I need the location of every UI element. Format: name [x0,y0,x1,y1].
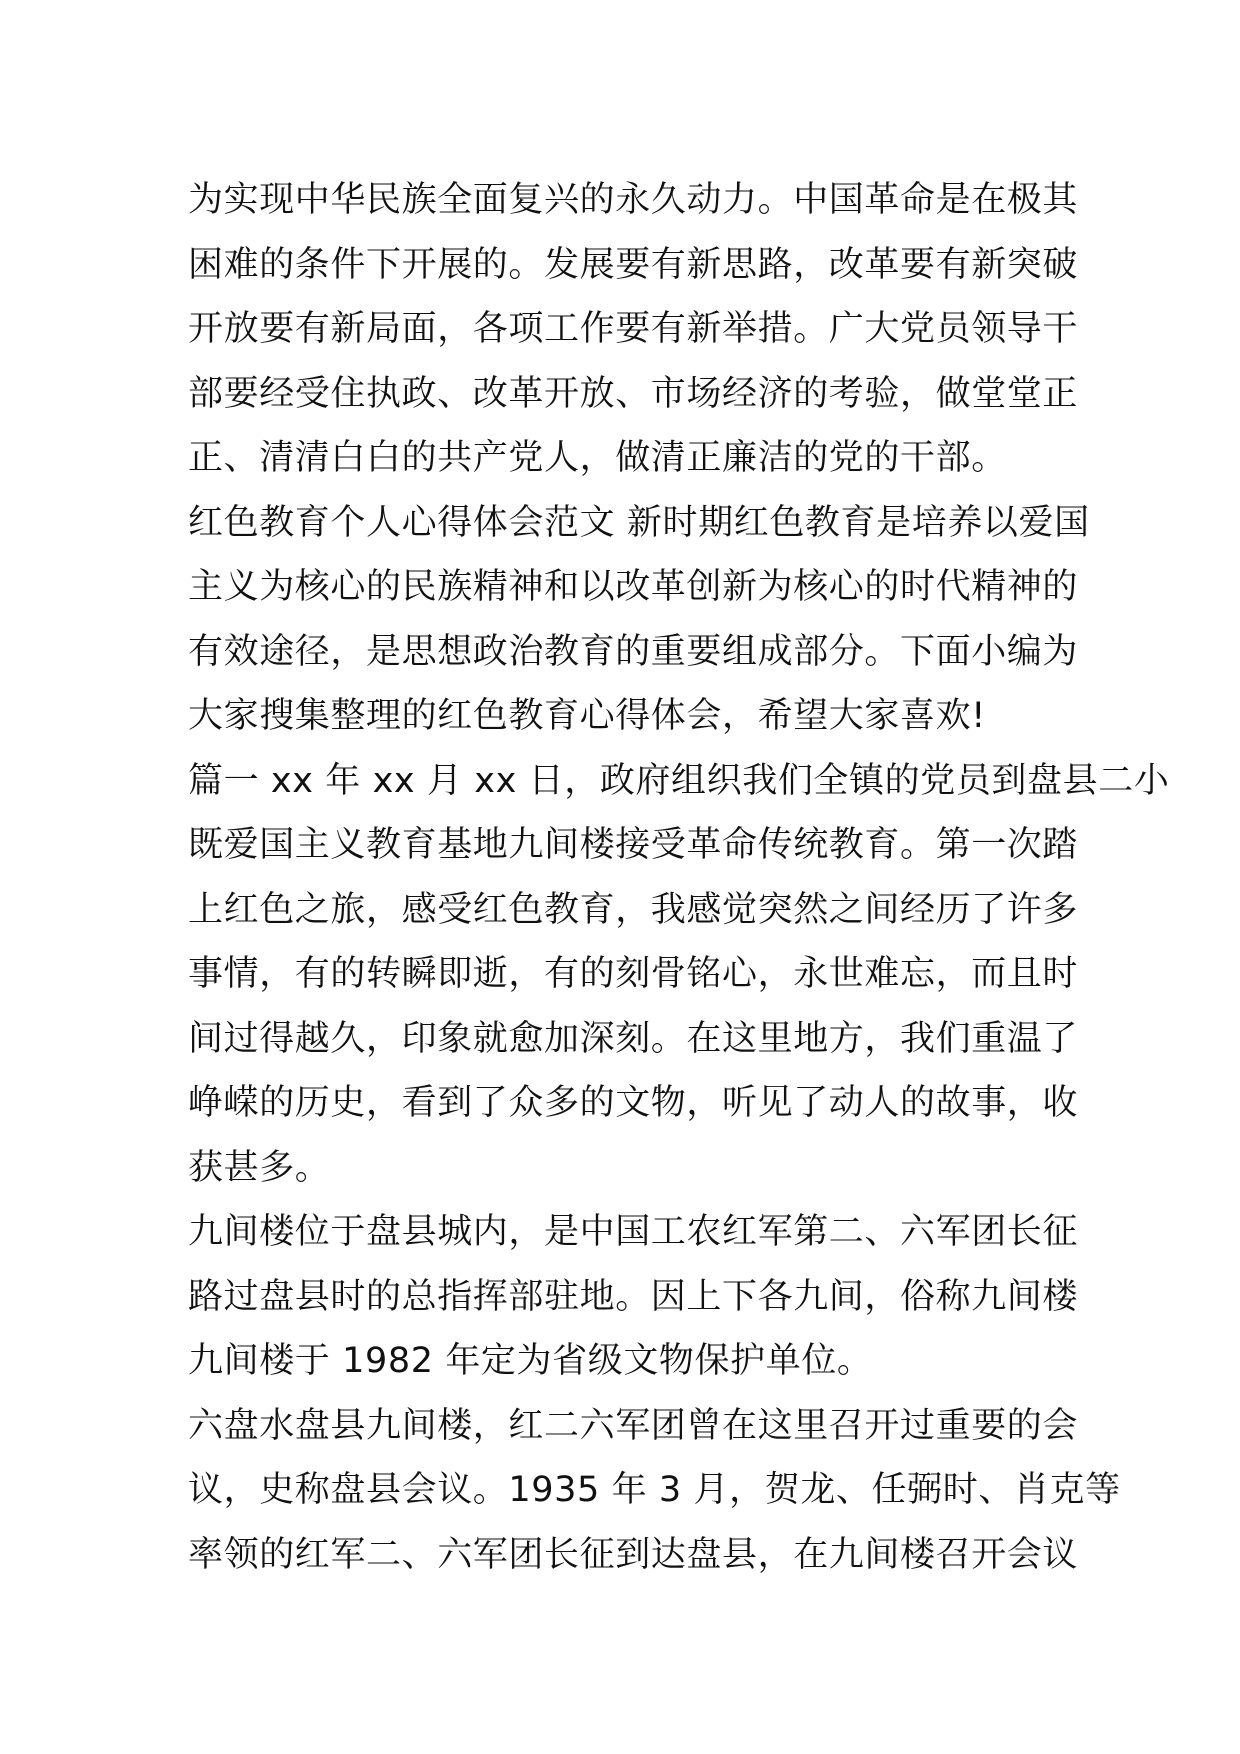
text-line: 九间楼位于盘县城内，是中国工农红军第二、六军团长征 [188,1212,1079,1252]
body-text [188,168,1170,1587]
text-line: 峥嵘的历史，看到了众多的文物，听见了动人的故事，收 [188,1083,1079,1123]
text-line: 大家搜集整理的红色教育心得体会，希望大家喜欢! [188,696,986,736]
text-line: 获甚多。 [188,1147,331,1188]
text-line: 既爱国主义教育基地九间楼接受革命传统教育。第一次踏 [188,825,1079,865]
text-line: 篇一 xx 年 xx 月 xx 日，政府组织我们全镇的党员到盘县二小 [188,760,1170,801]
text-line: 主义为核心的民族精神和以改革创新为核心的时代精神的 [188,567,1079,607]
text-line: 率领的红军二、六军团长征到达盘县，在九间楼召开会议 [188,1534,1079,1575]
text-line: 上红色之旅，感受红色教育，我感觉突然之间经历了许多 [188,889,1079,930]
text-line: 正、清清白白的共产党人，做清正廉洁的党的干部。 [188,438,1007,478]
text-line: 九间楼于 1982 年定为省级文物保护单位。 [188,1341,873,1381]
text-line: 间过得越久，印象就愈加深刻。在这里地方，我们重温了 [188,1018,1079,1059]
text-line: 为实现中华民族全面复兴的永久动力。中国革命是在极其 [188,180,1079,220]
text-line: 有效途径，是思想政治教育的重要组成部分。下面小编为 [188,631,1079,672]
text-line: 路过盘县时的总指挥部驻地。因上下各九间，俗称九间楼 [188,1276,1079,1317]
text-line: 开放要有新局面，各项工作要有新举措。广大党员领导干 [188,309,1079,349]
text-line: 事情，有的转瞬即逝，有的刻骨铭心，永世难忘，而且时 [188,954,1079,994]
text-line: 六盘水盘县九间楼，红二六军团曾在这里召开过重要的会 [188,1405,1079,1446]
text-line: 部要经受住执政、改革开放、市场经济的考验，做堂堂正 [188,373,1079,414]
text-line: 议，史称盘县会议。1935 年 3 月，贺龙、任弼时、肖克等 [188,1470,1121,1510]
text-line: 困难的条件下开展的。发展要有新思路，改革要有新突破 [188,244,1079,285]
text-line: 红色教育个人心得体会范文 新时期红色教育是培养以爱国 [188,502,1090,543]
